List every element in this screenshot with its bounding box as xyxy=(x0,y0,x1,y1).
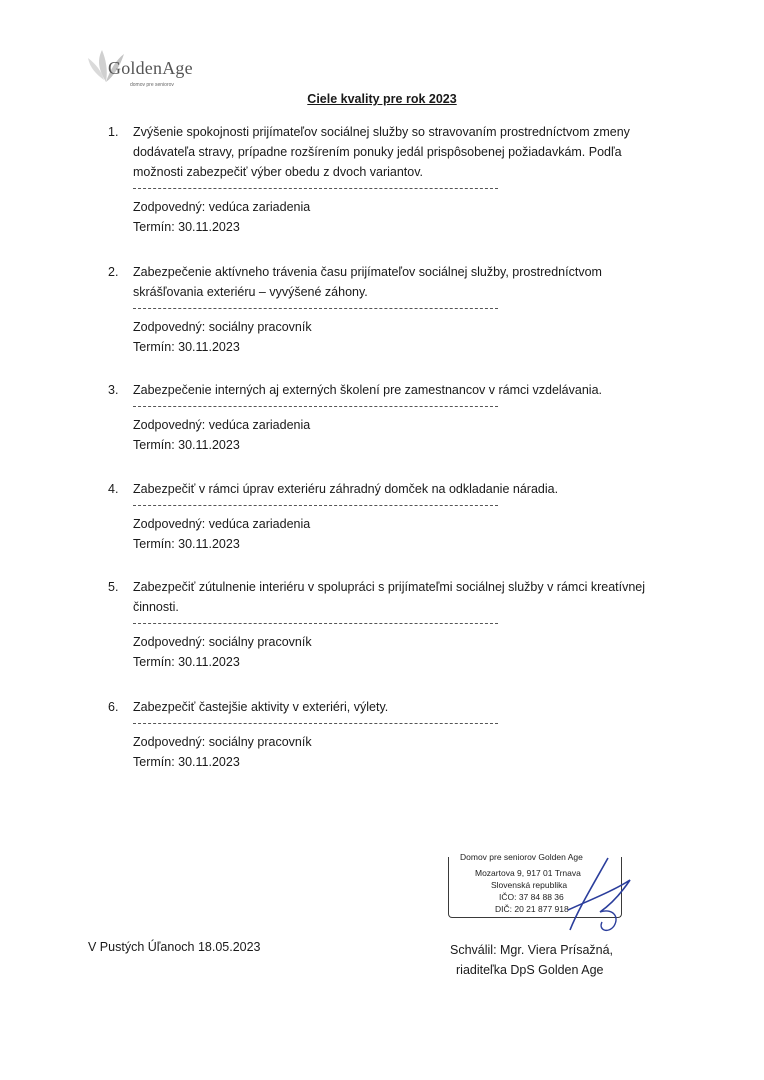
dashed-divider xyxy=(133,188,498,189)
list-item xyxy=(108,122,668,237)
stamp-line: Mozartova 9, 917 01 Trnava xyxy=(475,868,581,878)
approval-line: Schválil: Mgr. Viera Prísažná, xyxy=(450,943,614,957)
list-item xyxy=(108,697,668,772)
item-text: Zvýšenie spokojnosti prijímateľov sociálnej služby so stravovaním prostredníctvom zmeny dodávateľa stravy, prípadne rozšírením ponuky jedál prispôsobenej požiadavkám. Podľa možnosti zabezpečiť výber obedu z dvoch variantov. xyxy=(133,125,630,179)
item-term: Termín: 30.11.2023 xyxy=(133,755,240,769)
logo-subtitle: domov pre seniorov xyxy=(130,82,174,88)
signature xyxy=(560,850,640,940)
dashed-divider xyxy=(133,723,498,724)
item-text: Zabezpečiť zútulnenie interiéru v spolupráci s prijímateľmi sociálnej služby v rámci kreatívnej činnosti. xyxy=(133,580,646,614)
list-item xyxy=(108,380,668,455)
stamp-line: Domov pre seniorov Golden Age xyxy=(457,851,586,863)
item-number: 3. xyxy=(108,383,119,397)
item-number: 5. xyxy=(108,580,119,594)
item-responsible: Zodpovedný: vedúca zariadenia xyxy=(133,200,311,214)
stamp-line: IČO: 37 84 88 36 xyxy=(499,892,564,902)
list-item xyxy=(108,479,668,554)
stamp-line: DIČ: 20 21 877 918 xyxy=(495,904,569,914)
place-and-date: V Pustých Úľanoch 18.05.2023 xyxy=(88,940,261,954)
item-responsible: Zodpovedný: vedúca zariadenia xyxy=(133,517,311,531)
dashed-divider xyxy=(133,505,498,506)
item-term: Termín: 30.11.2023 xyxy=(133,537,240,551)
item-text: Zabezpečenie interných aj externých školení pre zamestnancov v rámci vzdelávania. xyxy=(133,383,602,397)
item-term: Termín: 30.11.2023 xyxy=(133,220,240,234)
list-item xyxy=(108,577,668,672)
item-number: 2. xyxy=(108,265,119,279)
dashed-divider xyxy=(133,623,498,624)
dashed-divider xyxy=(133,308,498,309)
item-number: 6. xyxy=(108,700,119,714)
item-term: Termín: 30.11.2023 xyxy=(133,438,240,452)
item-number: 4. xyxy=(108,482,119,496)
approval-block xyxy=(450,940,613,980)
item-term: Termín: 30.11.2023 xyxy=(133,340,240,354)
item-responsible: Zodpovedný: sociálny pracovník xyxy=(133,735,312,749)
approval-line: riaditeľka DpS Golden Age xyxy=(456,963,604,977)
item-responsible: Zodpovedný: vedúca zariadenia xyxy=(133,418,311,432)
item-text: Zabezpečiť častejšie aktivity v exteriéri, výlety. xyxy=(133,700,389,714)
stamp-line: Slovenská republika xyxy=(491,880,568,890)
dashed-divider xyxy=(133,406,498,407)
item-number: 1. xyxy=(108,125,119,139)
item-responsible: Zodpovedný: sociálny pracovník xyxy=(133,635,312,649)
logo-name: GoldenAge xyxy=(108,58,193,78)
item-term: Termín: 30.11.2023 xyxy=(133,655,240,669)
list-item xyxy=(108,262,668,357)
document-title: Ciele kvality pre rok 2023 xyxy=(307,92,457,106)
item-text: Zabezpečiť v rámci úprav exteriéru záhradný domček na odkladanie náradia. xyxy=(133,482,559,496)
item-text: Zabezpečenie aktívneho trávenia času prijímateľov sociálnej služby, prostredníctvom skrášľovania exteriéru – vyvýšené záhony. xyxy=(133,265,602,299)
item-responsible: Zodpovedný: sociálny pracovník xyxy=(133,320,312,334)
